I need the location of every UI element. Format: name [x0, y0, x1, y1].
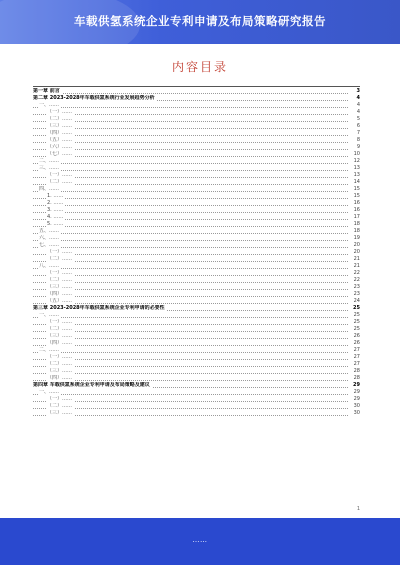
toc-entry[interactable]	[33, 389, 360, 396]
toc-entry[interactable]	[33, 165, 360, 172]
toc-entry[interactable]	[33, 158, 360, 165]
toc-entry-title: 5. ……	[47, 221, 64, 227]
toc-entry-title: （四）……	[47, 375, 73, 381]
toc-entry-page: 13	[353, 165, 360, 171]
toc-entry-page: 29	[353, 389, 360, 395]
toc-leader-dots	[33, 401, 348, 402]
toc-entry-title: 五、……	[39, 228, 60, 234]
toc-entry[interactable]	[33, 291, 360, 298]
toc-entry-page: 9	[356, 144, 360, 150]
toc-entry-title: （三）……	[47, 284, 73, 290]
toc-entry-title: （二）……	[47, 361, 73, 367]
toc-entry-title: 六、……	[39, 235, 60, 241]
toc-leader-dots	[33, 128, 348, 129]
toc-entry-page: 21	[353, 263, 360, 269]
table-of-contents	[33, 88, 360, 417]
toc-leader-dots	[33, 415, 348, 416]
toc-entry-title: 一、……	[39, 312, 60, 318]
toc-entry-page: 28	[353, 375, 360, 381]
toc-leader-dots	[33, 275, 348, 276]
toc-entry-title: （一）……	[47, 319, 73, 325]
toc-entry-page: 10	[353, 151, 360, 157]
toc-entry-title: 四、……	[39, 186, 60, 192]
toc-leader-dots	[33, 212, 348, 213]
toc-leader-dots	[33, 226, 348, 227]
toc-entry[interactable]	[33, 228, 360, 235]
toc-entry-page: 27	[353, 354, 360, 360]
toc-entry-page: 22	[353, 270, 360, 276]
toc-entry-page: 15	[353, 186, 360, 192]
toc-entry[interactable]	[33, 200, 360, 207]
toc-entry-title: （二）……	[47, 277, 73, 283]
toc-leader-dots	[33, 345, 348, 346]
toc-entry-page: 18	[353, 228, 360, 234]
toc-entry-title: （三）……	[47, 410, 73, 416]
toc-entry-title: （五）……	[47, 298, 73, 304]
toc-entry-title: （一）……	[47, 396, 73, 402]
toc-entry[interactable]	[33, 256, 360, 263]
toc-leader-dots	[33, 261, 348, 262]
toc-leader-dots	[33, 177, 348, 178]
toc-entry-page: 29	[353, 396, 360, 402]
toc-entry[interactable]	[33, 186, 360, 193]
toc-entry-page: 17	[353, 214, 360, 220]
toc-entry-title: 2. ……	[47, 200, 64, 206]
toc-entry[interactable]	[33, 102, 360, 109]
toc-leader-dots	[33, 331, 348, 332]
report-header-banner	[0, 0, 400, 44]
toc-entry-page: 20	[353, 242, 360, 248]
toc-entry-page: 4	[356, 102, 360, 108]
toc-entry-title: 二、……	[39, 158, 60, 164]
toc-chapter-entry[interactable]	[33, 382, 360, 389]
toc-entry-title: 二、……	[39, 347, 60, 353]
toc-leader-dots	[33, 324, 348, 325]
toc-leader-dots	[33, 247, 348, 248]
toc-entry-page: 7	[356, 130, 360, 136]
toc-entry-page: 29	[353, 382, 360, 388]
toc-entry[interactable]	[33, 354, 360, 361]
toc-entry-page: 25	[353, 326, 360, 332]
toc-entry-page: 8	[356, 137, 360, 143]
toc-leader-dots	[33, 198, 348, 199]
toc-entry-page: 25	[353, 312, 360, 318]
toc-entry-page: 6	[356, 123, 360, 129]
toc-entry-title: （三）……	[47, 333, 73, 339]
toc-leader-dots	[33, 135, 348, 136]
toc-entry-page: 21	[353, 256, 360, 262]
toc-entry-title: （二）……	[47, 116, 73, 122]
toc-leader-dots	[33, 366, 348, 367]
toc-entry[interactable]	[33, 298, 360, 305]
toc-leader-dots	[33, 352, 348, 353]
toc-entry[interactable]	[33, 109, 360, 116]
toc-chapter-entry[interactable]	[33, 305, 360, 312]
toc-entry-title: （一）……	[47, 354, 73, 360]
toc-leader-dots	[33, 170, 348, 171]
toc-entry-title: （三）……	[47, 368, 73, 374]
toc-entry-title: （一）……	[47, 270, 73, 276]
toc-entry[interactable]	[33, 361, 360, 368]
toc-entry-page: 23	[353, 284, 360, 290]
toc-entry[interactable]	[33, 333, 360, 340]
toc-chapter-entry[interactable]	[33, 88, 360, 95]
toc-entry[interactable]	[33, 347, 360, 354]
toc-entry-title: （六）……	[47, 144, 73, 150]
toc-entry-page: 27	[353, 361, 360, 367]
toc-entry[interactable]	[33, 221, 360, 228]
toc-entry[interactable]	[33, 263, 360, 270]
toc-entry[interactable]	[33, 249, 360, 256]
toc-leader-dots	[33, 317, 348, 318]
toc-entry-page: 4	[356, 109, 360, 115]
toc-entry-title: 4. ……	[47, 214, 64, 220]
toc-entry-page: 23	[353, 291, 360, 297]
report-title: 车载供氢系统企业专利申请及布局策略研究报告	[74, 14, 326, 28]
toc-entry[interactable]	[33, 319, 360, 326]
toc-entry-page: 24	[353, 298, 360, 304]
toc-leader-dots	[33, 191, 348, 192]
toc-entry-page: 12	[353, 158, 360, 164]
toc-entry-title: （一）……	[47, 109, 73, 115]
toc-leader-dots	[33, 303, 348, 304]
toc-entry-title: （三）……	[47, 123, 73, 129]
toc-leader-dots	[33, 93, 348, 94]
toc-entry-title: （七）……	[47, 151, 73, 157]
toc-entry-page: 16	[353, 207, 360, 213]
toc-entry[interactable]	[33, 242, 360, 249]
toc-top-rule	[33, 86, 360, 87]
toc-entry-title: （四）……	[47, 130, 73, 136]
toc-leader-dots	[33, 142, 348, 143]
toc-entry-page: 30	[353, 410, 360, 416]
toc-entry-title: （四）……	[47, 340, 73, 346]
toc-entry-page: 28	[353, 368, 360, 374]
toc-entry[interactable]	[33, 284, 360, 291]
toc-entry[interactable]	[33, 277, 360, 284]
toc-entry-title: 八、……	[39, 263, 60, 269]
toc-entry[interactable]	[33, 116, 360, 123]
toc-leader-dots	[33, 254, 348, 255]
toc-leader-dots	[33, 156, 348, 157]
toc-entry[interactable]	[33, 403, 360, 410]
toc-entry-page: 13	[353, 172, 360, 178]
toc-entry-title: 1. ……	[47, 193, 64, 199]
toc-leader-dots	[33, 296, 348, 297]
toc-entry-page: 20	[353, 249, 360, 255]
toc-entry-page: 22	[353, 277, 360, 283]
toc-entry-page: 25	[353, 319, 360, 325]
toc-entry-title: （四）……	[47, 291, 73, 297]
toc-entry[interactable]	[33, 151, 360, 158]
toc-entry-title: （二）……	[47, 403, 73, 409]
toc-entry[interactable]	[33, 340, 360, 347]
toc-leader-dots	[33, 163, 348, 164]
toc-entry[interactable]	[33, 123, 360, 130]
toc-entry-title: 一、……	[39, 102, 60, 108]
toc-leader-dots	[33, 233, 348, 234]
toc-entry-page: 30	[353, 403, 360, 409]
page-number: 1	[356, 506, 360, 512]
toc-leader-dots	[33, 240, 348, 241]
toc-entry-title: 七、……	[39, 242, 60, 248]
toc-chapter-entry[interactable]	[33, 95, 360, 102]
toc-leader-dots	[33, 121, 348, 122]
toc-entry-page: 27	[353, 347, 360, 353]
toc-leader-dots	[33, 289, 348, 290]
toc-entry[interactable]	[33, 144, 360, 151]
toc-entry-title: 第二章 2023-2028年车载供氢系统行业发展趋势分析	[33, 95, 155, 101]
toc-entry[interactable]	[33, 130, 360, 137]
toc-entry[interactable]	[33, 410, 360, 417]
toc-entry-title: （二）……	[47, 179, 73, 185]
toc-entry[interactable]	[33, 214, 360, 221]
footer-text: ……	[192, 536, 208, 544]
toc-entry-page: 26	[353, 340, 360, 346]
toc-entry-title: 3. ……	[47, 207, 64, 213]
toc-entry[interactable]	[33, 368, 360, 375]
toc-leader-dots	[33, 408, 348, 409]
toc-leader-dots	[33, 394, 348, 395]
toc-leader-dots	[33, 219, 348, 220]
toc-entry-title: 第三章 2023-2028年车载供氢系统企业专利申请的必要性	[33, 305, 165, 311]
toc-entry-title: （二）……	[47, 256, 73, 262]
toc-entry[interactable]	[33, 312, 360, 319]
toc-leader-dots	[33, 373, 348, 374]
toc-entry-page: 15	[353, 193, 360, 199]
toc-leader-dots	[33, 149, 348, 150]
toc-entry-page: 16	[353, 200, 360, 206]
toc-entry[interactable]	[33, 193, 360, 200]
toc-entry-title: （五）……	[47, 137, 73, 143]
toc-leader-dots	[33, 205, 348, 206]
toc-entry-page: 18	[353, 221, 360, 227]
toc-entry-page: 25	[353, 305, 360, 311]
toc-entry[interactable]	[33, 396, 360, 403]
toc-leader-dots	[33, 282, 348, 283]
toc-entry-title: （一）……	[47, 172, 73, 178]
toc-leader-dots	[33, 114, 348, 115]
toc-entry[interactable]	[33, 137, 360, 144]
toc-leader-dots	[33, 359, 348, 360]
toc-entry-title: 第四章 车载供氢系统企业专利申请及布局策略及建议	[33, 382, 150, 388]
toc-entry[interactable]	[33, 207, 360, 214]
toc-leader-dots	[33, 107, 348, 108]
toc-entry-title: （二）……	[47, 326, 73, 332]
toc-entry-title: 一、……	[39, 389, 60, 395]
toc-entry[interactable]	[33, 235, 360, 242]
toc-entry-title: 第一章 前言	[33, 88, 60, 94]
toc-entry[interactable]	[33, 326, 360, 333]
toc-entry-page: 26	[353, 333, 360, 339]
toc-entry-title: （一）……	[47, 249, 73, 255]
toc-leader-dots	[33, 184, 348, 185]
footer-banner	[0, 518, 400, 565]
toc-entry-title: 三、……	[39, 165, 60, 171]
toc-leader-dots	[33, 338, 348, 339]
toc-heading: 内容目录	[171, 60, 228, 74]
toc-entry[interactable]	[33, 375, 360, 382]
toc-entry-page: 19	[353, 235, 360, 241]
toc-entry[interactable]	[33, 270, 360, 277]
toc-entry[interactable]	[33, 179, 360, 186]
toc-entry-page: 3	[356, 88, 360, 94]
toc-leader-dots	[33, 268, 348, 269]
toc-entry-page: 14	[353, 179, 360, 185]
toc-entry-page: 5	[356, 116, 360, 122]
toc-leader-dots	[33, 380, 348, 381]
toc-entry-page: 4	[356, 95, 360, 101]
toc-entry[interactable]	[33, 172, 360, 179]
